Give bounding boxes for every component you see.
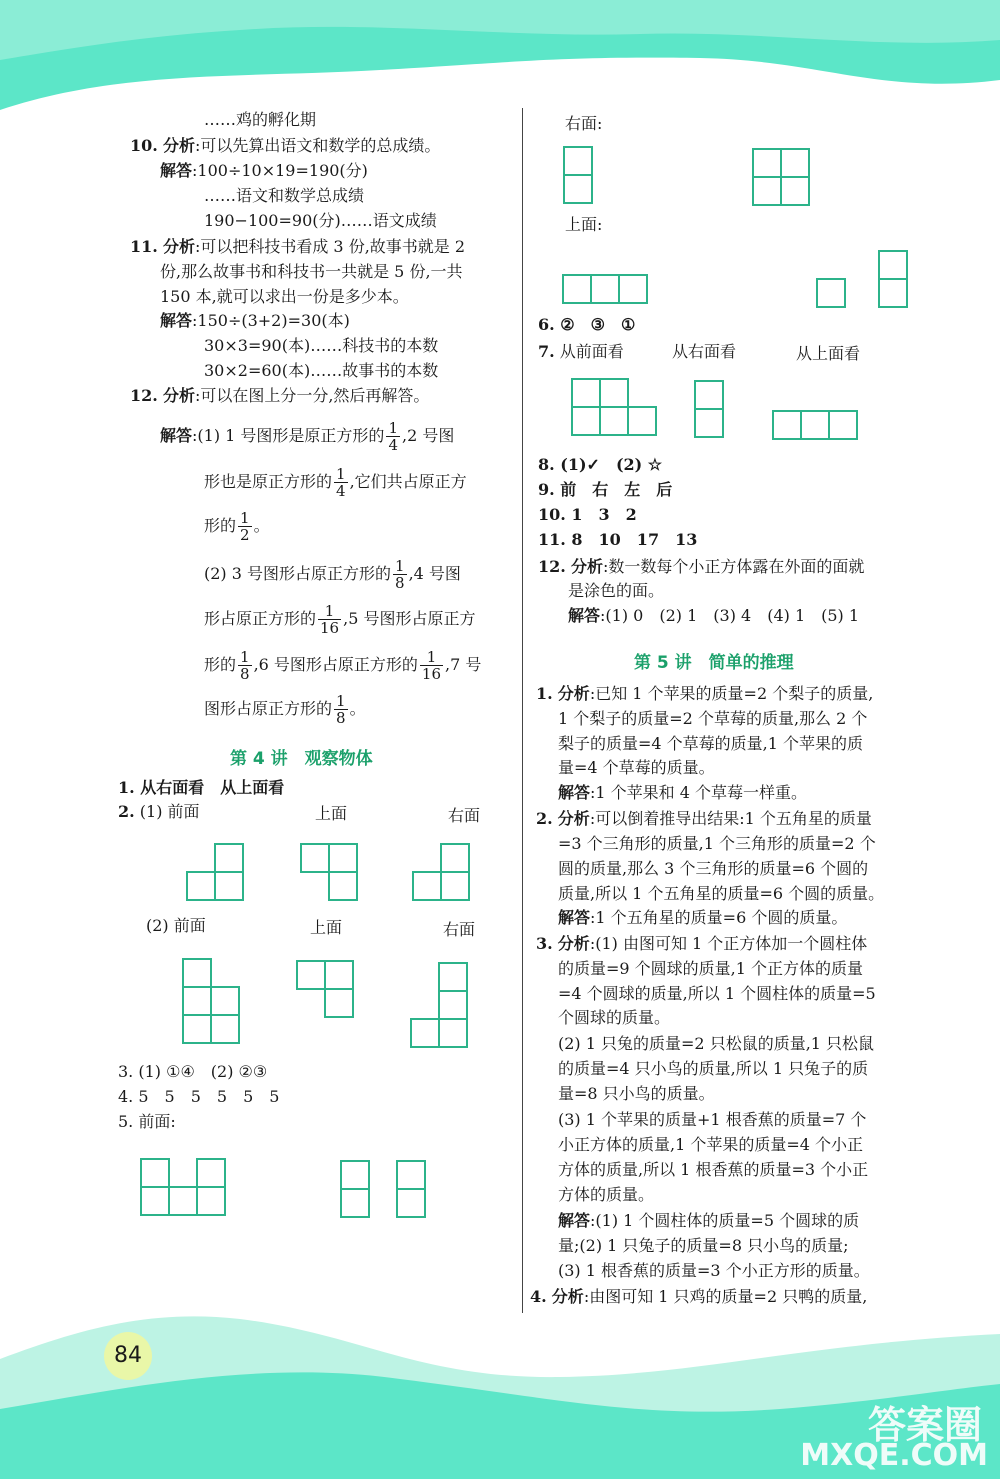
- answer-text: :(1) 1 号图形是原正方形的: [192, 426, 385, 445]
- question-8: 8. (1)✓ (2) ☆: [538, 455, 663, 474]
- analysis-line: (2) 1 只兔的质量=2 只松鼠的质量,1 只松鼠: [558, 1034, 875, 1053]
- question-6: 6. ② ③ ①: [538, 315, 636, 334]
- answer-label: 解答: [160, 161, 193, 180]
- analysis-line: 小正方体的质量,1 个苹果的质量=4 个小正: [558, 1135, 864, 1154]
- answer-text: (2) 3 号图形占原正方形的: [204, 564, 392, 583]
- answer-line: ……语文和数学总成绩: [204, 186, 365, 205]
- view-label: (1) 前面: [139, 802, 200, 821]
- section-title-4: 第 4 讲 观察物体: [230, 749, 373, 769]
- analysis-text: :已知 1 个苹果的质量=2 个梨子的质量,: [589, 684, 874, 703]
- grid-cell: [563, 146, 593, 176]
- numerator: 1: [420, 649, 443, 666]
- problem-2: [536, 809, 872, 829]
- answer-line: [558, 908, 847, 928]
- answer-label: 解答: [558, 783, 591, 802]
- denominator: 16: [320, 619, 340, 637]
- grid-cell: [324, 960, 354, 990]
- view-label: 从右面看: [672, 342, 737, 361]
- analysis-text: :(1) 由图可知 1 个正方体加一个圆柱体: [589, 934, 868, 953]
- question-9: 9. 前 右 左 后: [538, 480, 673, 499]
- analysis-label: 分析: [162, 136, 195, 155]
- answer-label: 解答: [160, 426, 193, 445]
- grid-cell: [590, 274, 620, 304]
- answer-line: 30×2=60(本)……故事书的本数: [204, 361, 439, 380]
- fraction: [334, 693, 348, 726]
- answer-text: :1 个苹果和 4 个草莓一样重。: [590, 783, 808, 802]
- grid-cell: [340, 1160, 370, 1190]
- denominator: 8: [395, 574, 405, 592]
- answer-text: ,它们共占原正方: [349, 472, 467, 491]
- grid-cell: [440, 871, 470, 901]
- question-7: [538, 342, 624, 362]
- grid-cell: [571, 378, 601, 408]
- answer-text: ,2 号图: [401, 426, 455, 445]
- answer-label: 解答: [160, 311, 193, 330]
- grid-cell: [438, 1018, 468, 1048]
- text-line: ……鸡的孵化期: [204, 110, 317, 129]
- question-number: 4.: [530, 1287, 547, 1306]
- denominator: 8: [240, 665, 250, 683]
- answer-text: 形的: [204, 655, 237, 674]
- analysis-text: :可以把科技书看成 3 份,故事书就是 2: [194, 237, 466, 256]
- grid-cell: [182, 1014, 212, 1044]
- answer-text: 。: [253, 516, 270, 535]
- analysis-line: 量=8 只小鸟的质量。: [558, 1084, 715, 1103]
- answer-line: 30×3=90(本)……科技书的本数: [204, 336, 439, 355]
- view-label: 右面: [443, 920, 476, 939]
- grid-cell: [296, 960, 326, 990]
- analysis-line: 的质量=4 只小鸟的质量,所以 1 只兔子的质: [558, 1059, 869, 1078]
- grid-cell: [599, 406, 629, 436]
- grid-cell: [618, 274, 648, 304]
- grid-cell: [196, 1186, 226, 1216]
- analysis-label: 分析: [162, 386, 195, 405]
- answer-text: 形也是原正方形的: [204, 472, 333, 491]
- analysis-label: 分析: [570, 557, 603, 576]
- watermark-site: MXQE.COM: [800, 1438, 988, 1473]
- denominator: 2: [240, 526, 250, 544]
- answer-text: :(1) 1 个圆柱体的质量=5 个圆球的质: [590, 1211, 860, 1230]
- grid-cell: [828, 410, 858, 440]
- numerator: 1: [336, 692, 346, 710]
- grid-cell: [571, 406, 601, 436]
- grid-cell: [396, 1188, 426, 1218]
- fraction: [238, 649, 252, 682]
- grid-cell: [878, 278, 908, 308]
- grid-cell: [328, 843, 358, 873]
- question-2: [118, 802, 200, 822]
- denominator: 4: [336, 482, 346, 500]
- answer-text: :100÷10×19=190(分): [192, 161, 368, 180]
- answer-line: 190−100=90(分)……语文成绩: [204, 211, 437, 230]
- question-10: [130, 136, 440, 156]
- denominator: 8: [336, 709, 346, 727]
- question-number: 1.: [536, 684, 553, 703]
- grid-cell: [182, 958, 212, 988]
- grid-cell: [140, 1158, 170, 1188]
- answer-text: :150÷(3+2)=30(本): [192, 311, 350, 330]
- analysis-line: 质量,所以 1 个五角星的质量=6 个圆的质量。: [558, 884, 885, 903]
- answer-line: (3) 1 根香蕉的质量=3 个小正方形的质量。: [558, 1261, 870, 1280]
- answer-text: ,4 号图: [408, 564, 461, 583]
- grid-cell: [410, 1018, 440, 1048]
- answer-label: 解答: [558, 908, 591, 927]
- analysis-label: 分析: [557, 809, 590, 828]
- numerator: 1: [395, 557, 405, 575]
- question-number: 2.: [536, 809, 553, 828]
- analysis-line: 1 个梨子的质量=2 个草莓的质量,那么 2 个: [558, 709, 868, 728]
- view-label: 从上面看: [796, 344, 861, 363]
- answer-line: [204, 558, 461, 591]
- grid-cell: [412, 871, 442, 901]
- grid-cell: [563, 174, 593, 204]
- grid-cell: [627, 406, 657, 436]
- question-5: 5. 前面:: [118, 1112, 176, 1131]
- answer-label: 解答: [558, 1211, 591, 1230]
- grid-cell: [562, 274, 592, 304]
- question-number: 3.: [536, 934, 553, 953]
- analysis-text: :可以倒着推导出结果:1 个五角星的质量: [589, 809, 872, 828]
- grid-cell: [210, 1014, 240, 1044]
- question-12: [538, 557, 864, 577]
- numerator: 1: [336, 465, 346, 483]
- answer-text: 形占原正方形的: [204, 609, 317, 628]
- grid-cell: [440, 843, 470, 873]
- question-4: 4. 5 5 5 5 5 5: [118, 1087, 280, 1106]
- answer-text: ,7 号: [445, 655, 482, 674]
- grid-cell: [168, 1186, 198, 1216]
- question-number: 12.: [130, 386, 158, 405]
- grid-cell: [140, 1186, 170, 1216]
- top-wave-decoration: [0, 0, 1000, 150]
- analysis-line: 是涂色的面。: [568, 581, 665, 600]
- denominator: 4: [388, 436, 398, 454]
- question-10: 10. 1 3 2: [538, 505, 637, 524]
- grid-cell: [878, 250, 908, 280]
- grid-cell: [210, 986, 240, 1016]
- view-label: (2) 前面: [146, 916, 206, 935]
- page-number: 84: [104, 1332, 152, 1380]
- answer-text: :1 个五角星的质量=6 个圆的质量。: [590, 908, 848, 927]
- grid-cell: [780, 148, 810, 178]
- problem-3: [536, 934, 867, 954]
- fraction: [420, 649, 443, 682]
- question-number: 2.: [118, 802, 135, 821]
- analysis-label: 分析: [557, 934, 590, 953]
- numerator: 1: [240, 648, 250, 666]
- grid-cell: [186, 871, 216, 901]
- column-divider: [522, 108, 523, 1313]
- answer-line: [558, 1211, 859, 1231]
- analysis-line: 份,那么故事书和科技书一共就是 5 份,一共: [160, 262, 463, 281]
- question-1: 1. 从右面看 从上面看: [118, 778, 285, 797]
- question-number: 12.: [538, 557, 566, 576]
- section-title-5: 第 5 讲 简单的推理: [634, 653, 794, 673]
- grid-cell: [780, 176, 810, 206]
- numerator: 1: [388, 419, 398, 437]
- view-label: 上面: [315, 804, 348, 823]
- answer-text: :(1) 0 (2) 1 (3) 4 (4) 1 (5) 1: [600, 606, 860, 625]
- analysis-label: 分析: [162, 237, 195, 256]
- answer-line: [204, 649, 481, 682]
- grid-cell: [694, 380, 724, 410]
- analysis-line: 圆的质量,那么 3 个三角形的质量=6 个圆的: [558, 859, 869, 878]
- analysis-line: 方体的质量。: [558, 1185, 655, 1204]
- denominator: 16: [421, 665, 442, 683]
- analysis-label: 分析: [557, 684, 590, 703]
- answer-text: 。: [349, 699, 366, 718]
- analysis-line: =3 个三角形的质量,1 个三角形的质量=2 个: [558, 834, 876, 853]
- analysis-line: 个圆球的质量。: [558, 1008, 671, 1027]
- answer-text: ,5 号图形占原正方: [343, 609, 476, 628]
- analysis-line: 的质量=9 个圆球的质量,1 个正方体的质量: [558, 959, 864, 978]
- grid-cell: [300, 843, 330, 873]
- answer-line: [204, 693, 366, 726]
- problem-1: [536, 684, 873, 704]
- answer-line: [204, 510, 270, 543]
- answer-label: 解答: [568, 606, 601, 625]
- grid-cell: [694, 408, 724, 438]
- analysis-text: :可以先算出语文和数学的总成绩。: [194, 136, 441, 155]
- grid-cell: [772, 410, 802, 440]
- question-11: 11. 8 10 17 13: [538, 530, 698, 549]
- analysis-line: 量=4 个草莓的质量。: [558, 758, 715, 777]
- analysis-line: (3) 1 个苹果的质量+1 根香蕉的质量=7 个: [558, 1110, 867, 1129]
- analysis-label: 分析: [551, 1287, 584, 1306]
- grid-cell: [324, 988, 354, 1018]
- fraction: [386, 420, 400, 453]
- answer-line: [204, 466, 467, 499]
- grid-cell: [328, 871, 358, 901]
- analysis-text: :可以在图上分一分,然后再解答。: [194, 386, 430, 405]
- answer-line: 量;(2) 1 只兔子的质量=8 只小鸟的质量;: [558, 1236, 849, 1255]
- analysis-line: 150 本,就可以求出一份是多少本。: [160, 287, 409, 306]
- problem-4: [530, 1287, 867, 1307]
- grid-cell: [340, 1188, 370, 1218]
- grid-cell: [599, 378, 629, 408]
- view-label: 上面: [310, 918, 343, 937]
- grid-cell: [214, 871, 244, 901]
- grid-cell: [752, 148, 782, 178]
- answer-text: ,6 号图形占原正方形的: [253, 655, 418, 674]
- grid-cell: [800, 410, 830, 440]
- fraction: [238, 510, 252, 543]
- analysis-line: 方体的质量,所以 1 根香蕉的质量=3 个小正: [558, 1160, 869, 1179]
- grid-cell: [214, 843, 244, 873]
- question-3: 3. (1) ①④ (2) ②③: [118, 1062, 268, 1081]
- answer-line: [160, 311, 350, 331]
- answer-line: [160, 420, 454, 453]
- question-number: 11.: [130, 237, 158, 256]
- fraction: [393, 558, 407, 591]
- watermark-logo: 答案圈: [867, 1403, 982, 1447]
- grid-cell: [396, 1160, 426, 1190]
- numerator: 1: [240, 509, 250, 527]
- analysis-text: :由图可知 1 只鸡的质量=2 只鸭的质量,: [583, 1287, 868, 1306]
- answer-line: [204, 603, 475, 636]
- grid-cell: [816, 278, 846, 308]
- answer-text: 形的: [204, 516, 237, 535]
- fraction: [334, 466, 348, 499]
- analysis-line: 梨子的质量=4 个草莓的质量,1 个苹果的质: [558, 734, 864, 753]
- grid-cell: [752, 176, 782, 206]
- grid-cell: [182, 986, 212, 1016]
- view-label: 右面: [448, 806, 481, 825]
- fraction: [318, 603, 341, 636]
- numerator: 1: [318, 603, 341, 620]
- answer-text: 图形占原正方形的: [204, 699, 333, 718]
- view-label: 上面:: [565, 215, 603, 234]
- answer-line: [160, 161, 368, 181]
- answer-line: [558, 783, 807, 803]
- grid-cell: [196, 1158, 226, 1188]
- question-number: 7.: [538, 342, 555, 361]
- view-label: 右面:: [565, 114, 603, 133]
- question-11: [130, 237, 465, 257]
- grid-cell: [438, 962, 468, 992]
- grid-cell: [438, 990, 468, 1020]
- question-number: 10.: [130, 136, 158, 155]
- analysis-text: :数一数每个小正方体露在外面的面就: [602, 557, 865, 576]
- question-12: [130, 386, 429, 406]
- answer-line: [568, 606, 859, 626]
- view-label: 从前面看: [559, 342, 624, 361]
- analysis-line: =4 个圆球的质量,所以 1 个圆柱体的质量=5: [558, 984, 876, 1003]
